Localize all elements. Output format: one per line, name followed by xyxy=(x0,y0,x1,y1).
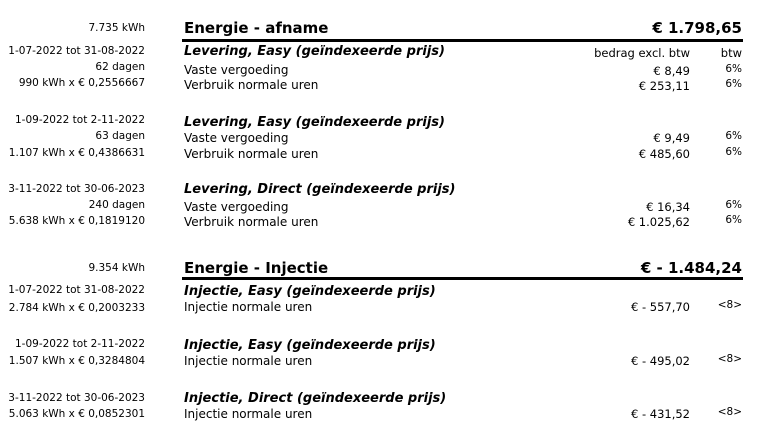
afname-block2-line1-amount: € 9,49 xyxy=(653,131,690,145)
injectie-block2-calc: 1.507 kWh x € 0,3284804 xyxy=(8,355,145,367)
afname-block1-line1-amount: € 8,49 xyxy=(653,64,690,78)
afname-block3-line2-amount: € 1.025,62 xyxy=(627,215,690,229)
afname-block1-line1-btw: 6% xyxy=(725,63,742,75)
column-header-btw: btw xyxy=(720,46,742,60)
injectie-block2-line1-btw: <8> xyxy=(717,353,742,365)
afname-block1-days: 62 dagen xyxy=(95,61,145,73)
afname-block3-period: 3-11-2022 tot 30-06-2023 xyxy=(8,183,145,195)
injectie-block1-line1-label: Injectie normale uren xyxy=(184,300,313,314)
afname-block2-line1-btw: 6% xyxy=(725,130,742,142)
injectie-block1-calc: 2.784 kWh x € 0,2003233 xyxy=(8,302,145,314)
afname-block1-line1-label: Vaste vergoeding xyxy=(184,63,289,77)
injectie-block3-line1-amount: € - 431,52 xyxy=(630,407,690,421)
injectie-kwh: 9.354 kWh xyxy=(88,262,145,274)
injectie-block3-line1-btw: <8> xyxy=(717,406,742,418)
afname-block2-period: 1-09-2022 tot 2-11-2022 xyxy=(14,114,145,126)
afname-block1-line2-amount: € 253,11 xyxy=(638,79,690,93)
afname-block2-line2-amount: € 485,60 xyxy=(638,147,690,161)
injectie-section-title: Energie - Injectie xyxy=(184,259,329,277)
afname-block1-calc: 990 kWh x € 0,2556667 xyxy=(18,77,145,89)
column-header-amount: bedrag excl. btw xyxy=(594,46,690,60)
injectie-block1-line1-btw: <8> xyxy=(717,299,742,311)
afname-section-title: Energie - afname xyxy=(184,19,329,37)
afname-block3-line1-amount: € 16,34 xyxy=(646,200,690,214)
afname-block1-line2-btw: 6% xyxy=(725,78,742,90)
afname-block1-heading: Levering, Easy (geïndexeerde prijs) xyxy=(184,44,445,59)
afname-block2-line2-btw: 6% xyxy=(725,146,742,158)
afname-block1-period: 1-07-2022 tot 31-08-2022 xyxy=(8,45,145,57)
injectie-block2-line1-label: Injectie normale uren xyxy=(184,354,313,368)
injectie-block1-period: 1-07-2022 tot 31-08-2022 xyxy=(8,284,145,296)
injectie-block3-calc: 5.063 kWh x € 0,0852301 xyxy=(8,408,145,420)
afname-block2-calc: 1.107 kWh x € 0,4386631 xyxy=(8,147,145,159)
afname-block2-line1-label: Vaste vergoeding xyxy=(184,131,289,145)
injectie-block2-heading: Injectie, Easy (geïndexeerde prijs) xyxy=(184,338,436,353)
afname-block2-heading: Levering, Easy (geïndexeerde prijs) xyxy=(184,115,445,130)
afname-block2-line2-label: Verbruik normale uren xyxy=(184,147,319,161)
afname-block3-line1-btw: 6% xyxy=(725,199,742,211)
injectie-section-total: € - 1.484,24 xyxy=(640,259,742,277)
afname-block3-line2-label: Verbruik normale uren xyxy=(184,215,319,229)
meta-column xyxy=(0,0,145,443)
afname-block1-line2-label: Verbruik normale uren xyxy=(184,78,319,92)
afname-divider xyxy=(182,39,743,42)
afname-kwh: 7.735 kWh xyxy=(88,22,145,34)
afname-block3-line1-label: Vaste vergoeding xyxy=(184,200,289,214)
injectie-block2-period: 1-09-2022 tot 2-11-2022 xyxy=(14,338,145,350)
afname-section-total: € 1.798,65 xyxy=(652,19,742,37)
injectie-block3-line1-label: Injectie normale uren xyxy=(184,407,313,421)
afname-block3-heading: Levering, Direct (geïndexeerde prijs) xyxy=(184,182,456,197)
afname-block2-days: 63 dagen xyxy=(95,130,145,142)
injectie-block1-heading: Injectie, Easy (geïndexeerde prijs) xyxy=(184,284,436,299)
afname-block3-line2-btw: 6% xyxy=(725,214,742,226)
injectie-block1-line1-amount: € - 557,70 xyxy=(630,300,690,314)
afname-block3-days: 240 dagen xyxy=(88,199,145,211)
injectie-block3-heading: Injectie, Direct (geïndexeerde prijs) xyxy=(184,391,447,406)
afname-block3-calc: 5.638 kWh x € 0,1819120 xyxy=(8,215,145,227)
injectie-divider xyxy=(182,277,743,280)
injectie-block2-line1-amount: € - 495,02 xyxy=(630,354,690,368)
injectie-block3-period: 3-11-2022 tot 30-06-2023 xyxy=(8,392,145,404)
